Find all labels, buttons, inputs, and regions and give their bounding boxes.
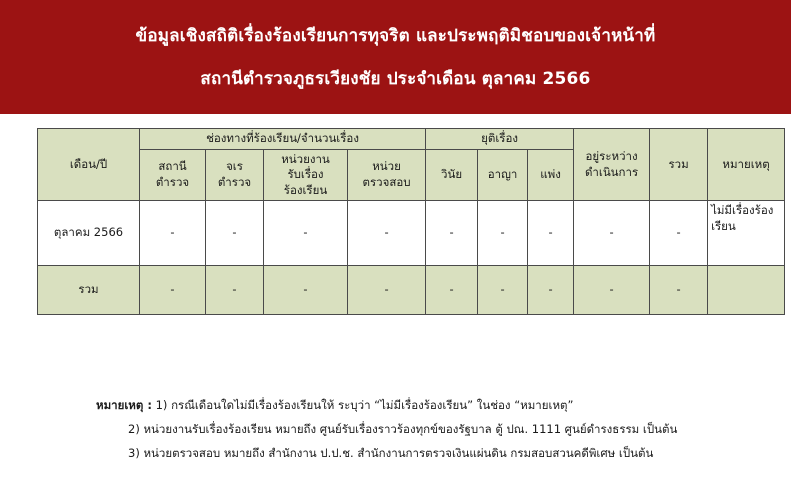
th-police-inspector: จเร ตำรวจ	[206, 149, 264, 201]
cell-inspect-unit: -	[348, 201, 426, 266]
footnote-row-3	[0, 446, 791, 461]
statistics-table-container	[37, 128, 774, 315]
table-body	[38, 201, 785, 315]
th-criminal: อาญา	[478, 149, 528, 201]
cell-criminal: -	[478, 266, 528, 315]
th-closed-group: ยุติเรื่อง	[426, 129, 574, 150]
cell-complaint-unit: -	[264, 201, 348, 266]
footnote-row-1	[0, 398, 791, 413]
th-total: รวม	[650, 129, 708, 201]
cell-in-progress: -	[574, 266, 650, 315]
th-in-progress: อยู่ระหว่าง ดำเนินการ	[574, 129, 650, 201]
report-title-line1: ข้อมูลเชิงสถิติเรื่องร้องเรียนการทุจริต และประพฤติมิชอบของเจ้าหน้าที่	[135, 26, 656, 46]
cell-police-inspector: -	[206, 201, 264, 266]
th-month: เดือน/ปี	[38, 129, 140, 201]
th-channels-group: ช่องทางที่ร้องเรียน/จำนวนเรื่อง	[140, 129, 426, 150]
th-inspect-unit: หน่วย ตรวจสอบ	[348, 149, 426, 201]
footnote-label: หมายเหตุ :	[96, 398, 152, 412]
cell-inspect-unit: -	[348, 266, 426, 315]
cell-station: -	[140, 266, 206, 315]
footnote-item-1: 1) กรณีเดือนใดไม่มีเรื่องร้องเรียนให้ ระบุว่า “ไม่มีเรื่องร้องเรียน” ในช่อง “หมายเหตุ”	[155, 398, 574, 412]
cell-in-progress: -	[574, 201, 650, 266]
statistics-table	[37, 128, 785, 315]
cell-total: -	[650, 201, 708, 266]
table-row	[38, 201, 785, 266]
table-row	[38, 266, 785, 315]
cell-total: -	[650, 266, 708, 315]
cell-remark: ไม่มีเรื่องร้องเรียน	[708, 201, 785, 266]
cell-civil: -	[528, 201, 574, 266]
th-remark: หมายเหตุ	[708, 129, 785, 201]
cell-month: ตุลาคม 2566	[38, 201, 140, 266]
th-station: สถานี ตำรวจ	[140, 149, 206, 201]
th-civil: แพ่ง	[528, 149, 574, 201]
footnotes	[0, 398, 791, 470]
footnote-item-2: 2) หน่วยงานรับเรื่องร้องเรียน หมายถึง ศูนย์รับเรื่องราวร้องทุกข์ของรัฐบาล ตู้ ปณ. 1111 ศูนย์ดำรงธรรม เป็นต้น	[128, 421, 678, 436]
footnote-item-3: 3) หน่วยตรวจสอบ หมายถึง สำนักงาน ป.ป.ช. สำนักงานการตรวจเงินแผ่นดิน กรมสอบสวนคดีพิเศษ เป็นต้น	[128, 445, 654, 460]
th-discipline: วินัย	[426, 149, 478, 201]
cell-month: รวม	[38, 266, 140, 315]
table-header	[38, 129, 785, 201]
th-complaint-unit: หน่วยงาน รับเรื่อง ร้องเรียน	[264, 149, 348, 201]
cell-remark	[708, 266, 785, 315]
cell-police-inspector: -	[206, 266, 264, 315]
footnote-row-2	[0, 422, 791, 437]
cell-station: -	[140, 201, 206, 266]
cell-criminal: -	[478, 201, 528, 266]
report-title-line2: สถานีตำรวจภูธรเวียงชัย ประจำเดือน ตุลาคม 2566	[200, 69, 591, 89]
table-header-row-1	[38, 129, 785, 150]
cell-complaint-unit: -	[264, 266, 348, 315]
cell-discipline: -	[426, 266, 478, 315]
header-banner	[0, 0, 791, 114]
cell-discipline: -	[426, 201, 478, 266]
cell-civil: -	[528, 266, 574, 315]
